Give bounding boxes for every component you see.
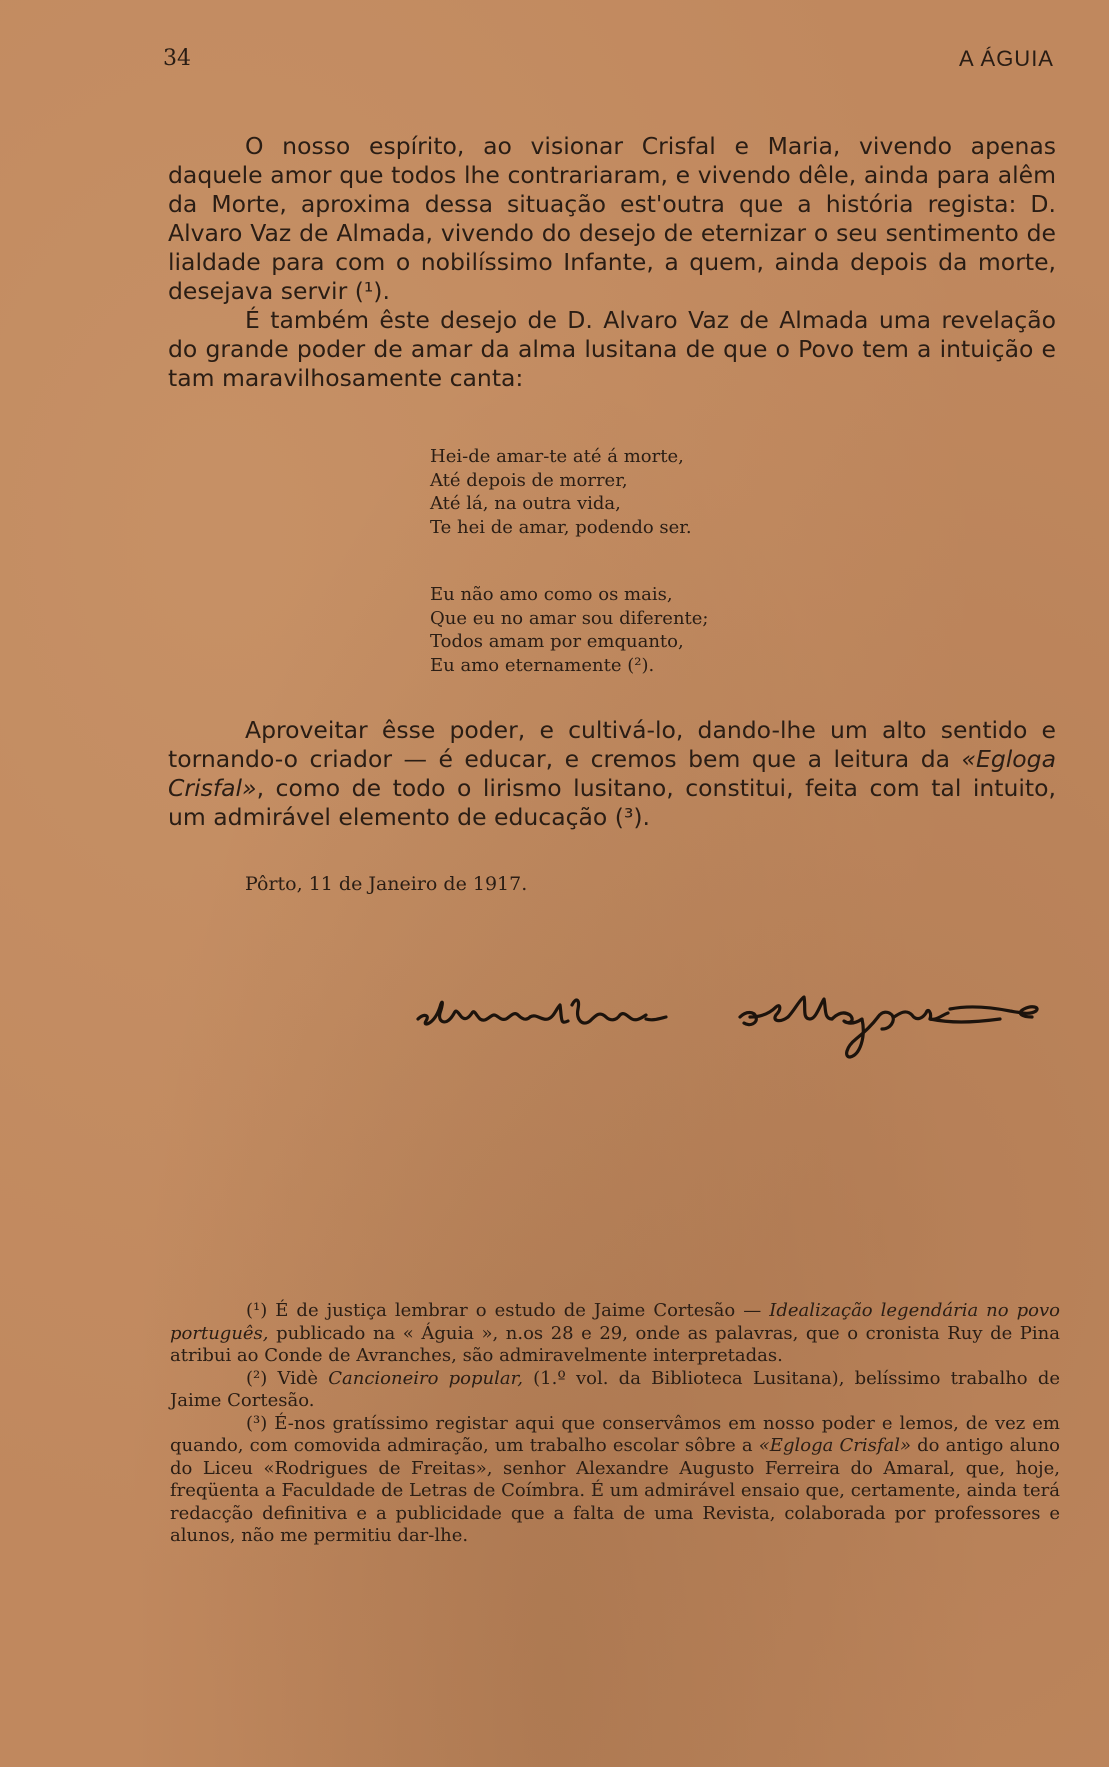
footnotes bbox=[170, 1300, 1060, 1548]
footnote-2-title: Cancioneiro popular, bbox=[328, 1367, 523, 1389]
body-text-upper bbox=[168, 132, 1056, 393]
footnote-2-text-a: (²) Vidè bbox=[246, 1367, 329, 1389]
body-text-lower bbox=[168, 716, 1056, 832]
footnote-1-title: Idealização legendária no povo português, bbox=[170, 1300, 1060, 1344]
footnote-3 bbox=[170, 1413, 1060, 1548]
verse-line: Te hei de amar, podendo ser. bbox=[430, 516, 692, 538]
verse-line: Até depois de morrer, bbox=[430, 469, 628, 491]
verse-line: Todos amam por emquanto, bbox=[430, 631, 684, 652]
paragraph-3-text-a: Aproveitar êsse poder, e cultivá-lo, dando-lhe um alto sentido e tornando-o criador — é educar, e cremos bem que a leitura da bbox=[168, 716, 1056, 773]
running-title: A ÁGUIA bbox=[958, 46, 1054, 71]
handwritten-signature bbox=[410, 985, 1050, 1065]
verse-stanza-1 bbox=[430, 445, 692, 539]
verse-line: Eu amo eternamente (²). bbox=[430, 654, 655, 676]
work-title: «Egloga Crisfal» bbox=[168, 745, 1056, 802]
footnote-2 bbox=[170, 1368, 1060, 1413]
footnote-3-text-b: do antigo aluno do Liceu «Rodrigues de Freitas», senhor Alexandre Augusto Ferreira do Amaral, que, hoje, freqüenta a Faculdade de Letras de Coímbra. É um admirável ensaio que, certamente, ainda terá redacção definitiva e a publicidade que a falta de uma Revista, colaborada por professores e alunos, não me permitiu dar-lhe. bbox=[170, 1435, 1061, 1546]
verse-line: Até lá, na outra vida, bbox=[430, 493, 621, 514]
verse-stanza-2 bbox=[430, 583, 708, 677]
verse-line: Eu não amo como os mais, bbox=[430, 584, 673, 605]
verse-line: Hei-de amar-te até á morte, bbox=[430, 446, 684, 467]
footnote-1 bbox=[170, 1300, 1060, 1368]
paragraph-3 bbox=[168, 716, 1056, 832]
footnote-1-text-a: (¹) É de justiça lembrar o estudo de Jaime Cortesão — bbox=[246, 1300, 770, 1321]
page-number: 34 bbox=[163, 46, 191, 71]
dateline: Pôrto, 11 de Janeiro de 1917. bbox=[245, 873, 528, 895]
verse-line: Que eu no amar sou diferente; bbox=[430, 607, 709, 629]
paragraph-3-text-b: , como de todo o lirismo lusitano, constitui, feita com tal intuito, um admirável elemento de educação (³). bbox=[168, 774, 1056, 831]
footnote-1-text-b: publicado na « Águia », n.os 28 e 29, onde as palavras, que o cronista Ruy de Pina atribui ao Conde de Avranches, são admiravelmente interpretadas. bbox=[170, 1322, 1060, 1366]
page-header bbox=[163, 46, 1054, 80]
footnote-3-title: «Egloga Crisfal» bbox=[758, 1435, 912, 1456]
paragraph-1: O nosso espírito, ao visionar Crisfal e Maria, vivendo apenas daquele amor que todos lhe contrariaram, e vivendo dêle, ainda para alêm da Morte, aproxima dessa situação est'outra que a história regista: D. Alvaro Vaz de Almada, vivendo do desejo de eternizar o seu sentimento de lialdade para com o nobilíssimo Infante, a quem, ainda depois da morte, desejava servir (¹). bbox=[168, 132, 1056, 305]
footnote-3-text-a: (³) É-nos gratíssimo registar aqui que conservâmos em nosso poder e lemos, de vez em quando, com comovida admiração, um trabalho escolar sôbre a bbox=[170, 1412, 1060, 1456]
paragraph-2: É também êste desejo de D. Alvaro Vaz de Almada uma revelação do grande poder de amar da alma lusitana de que o Povo tem a intuição e tam maravilhosamente canta: bbox=[168, 306, 1056, 392]
footnote-2-text-b: (1.º vol. da Biblioteca Lusitana), belíssimo trabalho de Jaime Cortesão. bbox=[170, 1367, 1060, 1411]
